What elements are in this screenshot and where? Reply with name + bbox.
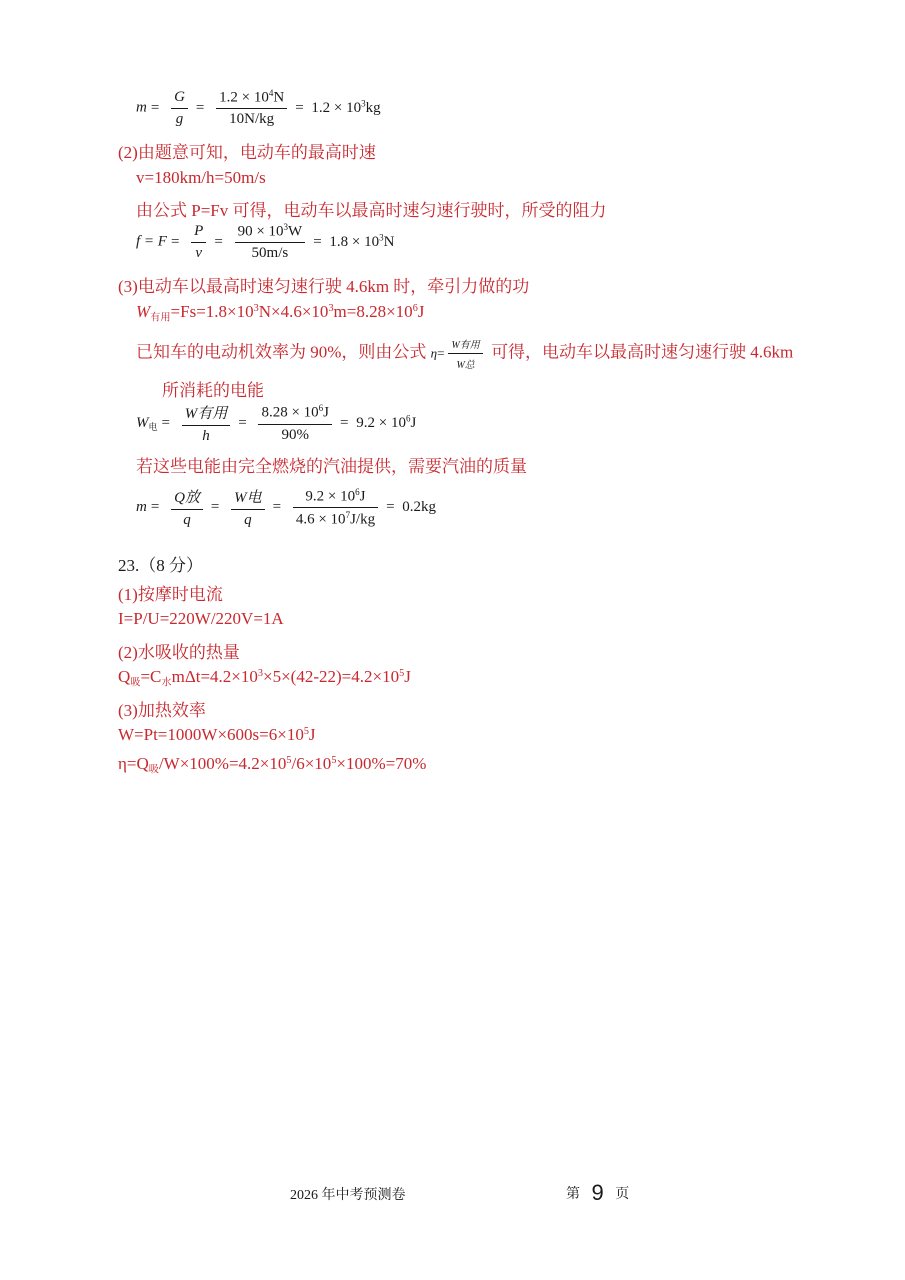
useful-work-over-h-fraction: $\frac{\text{W有用}}{h}$	[182, 402, 231, 445]
q23-work-equation: $W=Pt=1000W\times 600s=6\times 10^5J$	[118, 725, 316, 744]
electric-energy-result: $9.2 \times 10^6J$	[356, 413, 417, 431]
electric-energy-equation: $W_电$ = $\frac{\text{W有用}}{h}$ = $\frac{8.28 \times 10^6J}{90\%}$ = $9.2 \times 10^6J$	[136, 403, 417, 444]
gasoline-mass-result: 0.2kg	[402, 498, 437, 515]
part2-heading: (2)由题意可知，电动车的最高时速	[118, 143, 376, 162]
force-result: $1.8 \times 10^3N$	[329, 232, 395, 250]
speed-line: v=180km/h=50m/s	[136, 168, 266, 187]
q23-part3-heading: (3)加热效率	[118, 701, 206, 720]
work-efficiency-fraction: $\frac{8.28 \times 10^6J}{90\%}$	[258, 403, 332, 443]
force-equation: f = F = $\frac{P}{v}$ = $\frac{90 \times 10^3W}{50m/s}$ = $1.8 \times 10^3N$	[136, 222, 395, 262]
page-number: 9	[591, 1180, 604, 1205]
q23-heat-equation: $Q_吸=C_水m\Delta t=4.2\times 10^3\times 5\times(42-22)=4.2\times 10^5J$	[118, 667, 411, 689]
heat-over-q-fraction: $\frac{\text{Q放}}{q}$	[171, 486, 203, 529]
gasoline-line: 若这些电能由完全燃烧的汽油提供，需要汽油的质量	[136, 457, 527, 476]
q23-efficiency-equation: $\eta=Q_吸/W\times 100\%=4.2\times 10^5/6\times 10^5\times 100\%=70\%$	[118, 754, 427, 776]
consumed-energy-line: 所消耗的电能	[162, 381, 264, 400]
work-line: $W_{有用}=Fs=1.8\times 10^3N\times 4.6\times 10^3m=8.28\times 10^6J$	[136, 302, 425, 324]
part3-heading: (3)电动车以最高时速匀速行驶 4.6km 时，牵引力做的功	[118, 277, 530, 296]
question-23-header: 23.（8 分）	[118, 556, 203, 575]
energy-over-q-fraction: $\frac{\text{W电}}{q}$	[231, 486, 265, 529]
mass-result: $1.2 \times 10^3kg$	[311, 98, 381, 116]
q23-current-equation: I=P/U=220W/220V=1A	[118, 609, 284, 628]
mass-equation: m = $\frac{G}{g}$ = $\frac{1.2 \times 10^4N}{10N/kg}$ = $1.2 \times 10^3kg$	[136, 88, 381, 128]
weight-fraction: $\frac{1.2 \times 10^4N}{10N/kg}$	[216, 88, 287, 128]
efficiency-fraction: $\frac{\text{W有用}}{\text{W总}}$	[448, 336, 482, 371]
mass-lhs: m	[136, 99, 147, 116]
efficiency-line: 已知车的电动机效率为 90%，则由公式 η= $\frac{\text{W有用}}{\text{W总}}$ 可得，电动车以最高时速匀速行驶 4.6km	[136, 336, 793, 371]
power-speed-fraction: $\frac{90 \times 10^3W}{50m/s}$	[235, 222, 306, 262]
gasoline-mass-equation: m = $\frac{\text{Q放}}{q}$ = $\frac{\text{W电}}{q}$ = $\frac{9.2 \times 10^6J}{4.6 \times 10^7J/kg}$ = 0.2kg	[136, 486, 437, 528]
power-formula-line: 由公式 P=Fv 可得，电动车以最高时速匀速行驶时，所受的阻力	[136, 201, 607, 220]
p-over-v-fraction: $\frac{P}{v}$	[191, 223, 206, 262]
numeric-mass-fraction: $\frac{9.2 \times 10^6J}{4.6 \times 10^7J/kg}$	[293, 487, 378, 529]
exam-title-footer: 2026 年中考预测卷	[290, 1188, 406, 1203]
page-number-footer: 第 9 页	[566, 1180, 630, 1205]
g-over-g-fraction: $\frac{G}{g}$	[171, 89, 188, 128]
q23-part1-heading: (1)按摩时电流	[118, 585, 223, 604]
q23-part2-heading: (2)水吸收的热量	[118, 643, 240, 662]
